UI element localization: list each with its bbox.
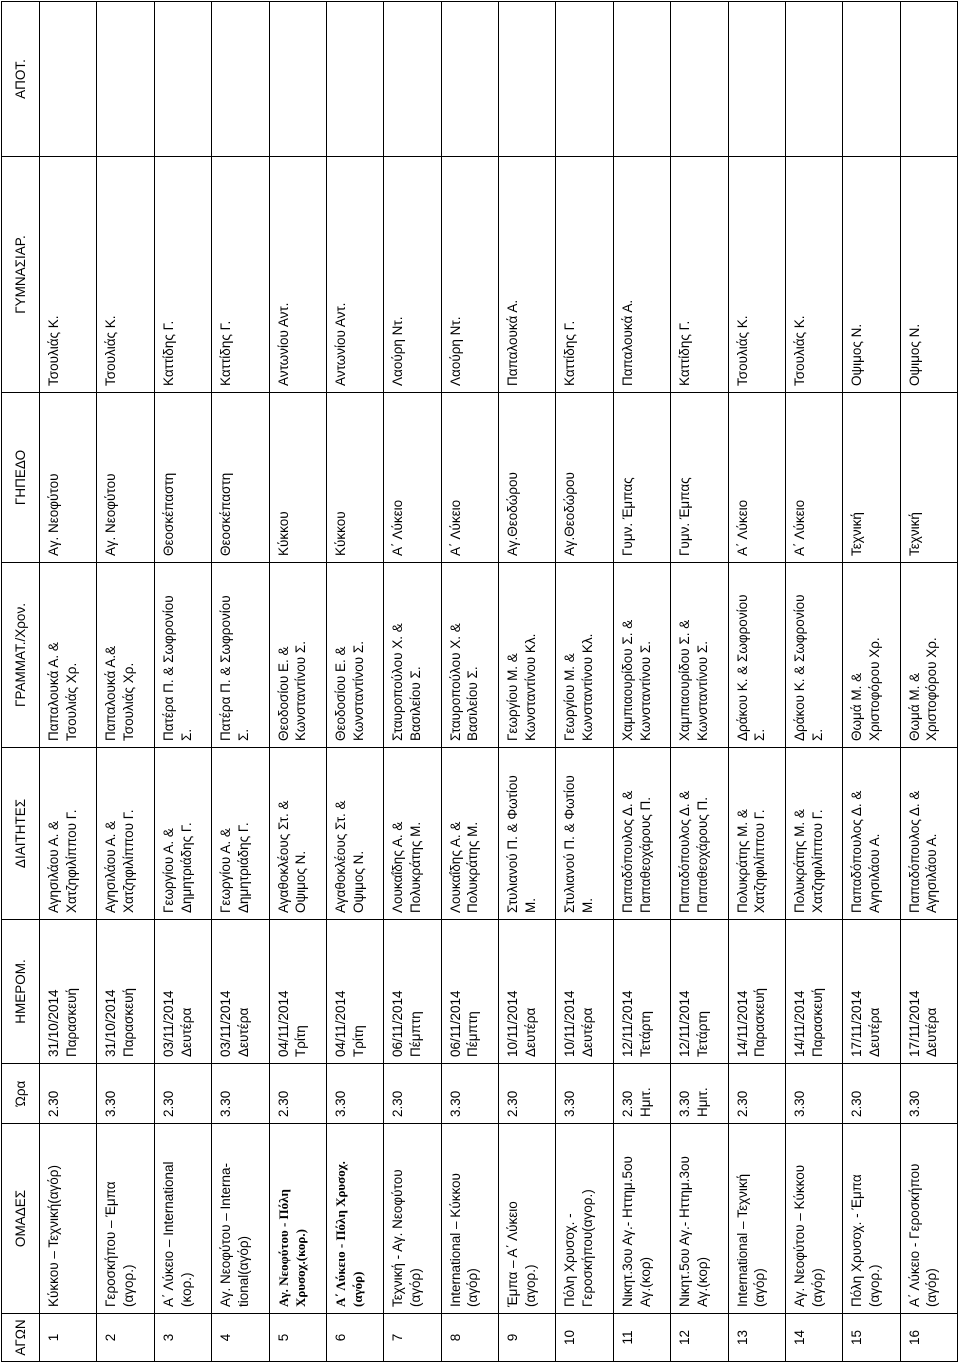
- game-number-cell: 6: [326, 1314, 383, 1362]
- time-cell: 2.30: [269, 1064, 326, 1124]
- table-row: [843, 2, 900, 1362]
- table-row: [900, 2, 957, 1362]
- date-cell: 06/11/2014 Πέμπτη: [441, 920, 498, 1064]
- result-cell: [900, 2, 957, 157]
- secretary-cell: Παπαλουκά Α. & Τσουλιάς Χρ.: [40, 563, 97, 748]
- result-cell: [843, 2, 900, 157]
- teams-cell: Κύκκου – Τεχνική(αγόρ): [40, 1124, 97, 1314]
- schedule-table: [1, 1, 958, 1362]
- venue-cell: Κύκκου: [269, 393, 326, 563]
- referees-cell: Πολυκράτης Μ. & Χατζηφιλίππου Γ.: [785, 748, 842, 920]
- game-number-cell: 5: [269, 1314, 326, 1362]
- gym-teacher-cell: Λαούρη Ντ.: [441, 157, 498, 393]
- table-row: [785, 2, 842, 1362]
- teams-cell: Γεροσκήπου – Έμπα (αγορ.): [97, 1124, 154, 1314]
- game-number-cell: 15: [843, 1314, 900, 1362]
- date-cell: 10/11/2014 Δευτέρα: [556, 920, 613, 1064]
- gym-teacher-cell: Λαούρη Ντ.: [384, 157, 441, 393]
- result-cell: [671, 2, 728, 157]
- gym-teacher-cell: Οψιμος Ν.: [843, 157, 900, 393]
- result-cell: [499, 2, 556, 157]
- secretary-cell: Πατέρα Π. & Σωφρονίου Σ.: [212, 563, 269, 748]
- teams-cell: Πόλη Χρυσοχ. - Έμπα (αγορ.): [843, 1124, 900, 1314]
- gym-teacher-cell: Οψιμος Ν.: [900, 157, 957, 393]
- secretary-cell: Χαμπιαουρίδου Σ. & Κωνσταντίνου Σ.: [613, 563, 670, 748]
- time-cell: 3.30: [97, 1064, 154, 1124]
- gym-teacher-cell: Καττίδης Γ.: [154, 157, 211, 393]
- referees-cell: Αγαθοκλέους Στ. & Οψιμος Ν.: [269, 748, 326, 920]
- secretary-cell: Θωμά Μ. & Χριστοφόρου Χρ.: [900, 563, 957, 748]
- game-number-cell: 9: [499, 1314, 556, 1362]
- game-number-cell: 11: [613, 1314, 670, 1362]
- referees-cell: Παπαδόπουλος Δ. & Αγησιλάου Α.: [843, 748, 900, 920]
- referees-cell: Γεωργίου Α. & Δημητριάδης Γ.: [154, 748, 211, 920]
- game-number-cell: 2: [97, 1314, 154, 1362]
- secretary-cell: Σταυροπούλου Χ. & Βασιλείου Σ.: [384, 563, 441, 748]
- table-row: [499, 2, 556, 1362]
- date-cell: 14/11/2014 Παρασκευή: [728, 920, 785, 1064]
- gym-teacher-cell: Τσουλιάς Κ.: [728, 157, 785, 393]
- game-number-cell: 4: [212, 1314, 269, 1362]
- time-cell: 2.30: [384, 1064, 441, 1124]
- referees-cell: Παπαδόπουλος Δ. & Αγησιλάου Α.: [900, 748, 957, 920]
- header-cell: ΑΠΟΤ.: [2, 2, 40, 157]
- gym-teacher-cell: Τσουλιάς Κ.: [785, 157, 842, 393]
- referees-cell: Αγησιλάου Α. & Χατζηφιλίππου Γ.: [97, 748, 154, 920]
- venue-cell: Θεοσκέπαστη: [212, 393, 269, 563]
- teams-cell: Α΄ Λύκειο – International (κορ.): [154, 1124, 211, 1314]
- result-cell: [785, 2, 842, 157]
- header-cell: ΗΜΕΡΟΜ.: [2, 920, 40, 1064]
- teams-cell: Πόλη Χρυσοχ. - Γεροσκήπου(αγορ.): [556, 1124, 613, 1314]
- result-cell: [441, 2, 498, 157]
- referees-cell: Παπαδόπουλος Δ. & Παπαθεοχάρους Π.: [613, 748, 670, 920]
- secretary-cell: Θεοδοσίου Ε. & Κωνσταντίνου Σ.: [269, 563, 326, 748]
- secretary-cell: Δράκου Κ. & Σωφρονίου Σ.: [785, 563, 842, 748]
- result-cell: [613, 2, 670, 157]
- venue-cell: Τεχνική: [900, 393, 957, 563]
- venue-cell: Α΄ Λύκειο: [785, 393, 842, 563]
- venue-cell: Αγ.Θεοδώρου: [499, 393, 556, 563]
- teams-cell: International – Τεχνική (αγόρ): [728, 1124, 785, 1314]
- header-cell: ΓΗΠΕΔΟ: [2, 393, 40, 563]
- result-cell: [97, 2, 154, 157]
- teams-cell: Τεχνική - Αγ. Νεοφύτου (αγόρ): [384, 1124, 441, 1314]
- gym-teacher-cell: Παπαλουκά Α.: [613, 157, 670, 393]
- date-cell: 03/11/2014 Δευτέρα: [154, 920, 211, 1064]
- header-cell: ΓΥΜΝΑΣΙΑΡ.: [2, 157, 40, 393]
- secretary-cell: Δράκου Κ. & Σωφρονίου Σ.: [728, 563, 785, 748]
- date-cell: 04/11/2014 Τρίτη: [326, 920, 383, 1064]
- gym-teacher-cell: Καττίδης Γ.: [556, 157, 613, 393]
- venue-cell: Αγ.Θεοδώρου: [556, 393, 613, 563]
- result-cell: [40, 2, 97, 157]
- venue-cell: Αγ. Νεοφύτου: [97, 393, 154, 563]
- referees-cell: Στυλιανού Π. & Φωτίου Μ.: [556, 748, 613, 920]
- referees-cell: Λουκαΐδης Α. & Πολυκράτης Μ.: [441, 748, 498, 920]
- time-cell: 2.30: [728, 1064, 785, 1124]
- header-cell: ΟΜΑΔΕΣ: [2, 1124, 40, 1314]
- table-row: [671, 2, 728, 1362]
- date-cell: 03/11/2014 Δευτέρα: [212, 920, 269, 1064]
- teams-cell: Νικητ.3ου Αγ.- Ηττημ.5ου Αγ.(κορ): [613, 1124, 670, 1314]
- table-row: [556, 2, 613, 1362]
- header-cell: ΔΙΑΙΤΗΤΕΣ: [2, 748, 40, 920]
- venue-cell: Τεχνική: [843, 393, 900, 563]
- secretary-cell: Γεωργίου Μ. & Κωνσταντίνου Κλ.: [499, 563, 556, 748]
- referees-cell: Πολυκράτης Μ. & Χατζηφιλίππου Γ.: [728, 748, 785, 920]
- header-row: [2, 2, 40, 1362]
- game-number-cell: 13: [728, 1314, 785, 1362]
- game-number-cell: 1: [40, 1314, 97, 1362]
- venue-cell: Α΄ Λύκειο: [728, 393, 785, 563]
- venue-cell: Θεοσκέπαστη: [154, 393, 211, 563]
- gym-teacher-cell: Καττίδης Γ.: [671, 157, 728, 393]
- teams-cell: International – Κύκκου (αγόρ): [441, 1124, 498, 1314]
- referees-cell: Παπαδόπουλος Δ. & Παπαθεοχάρους Π.: [671, 748, 728, 920]
- table-row: [269, 2, 326, 1362]
- table-row: [613, 2, 670, 1362]
- gym-teacher-cell: Παπαλουκά Α.: [499, 157, 556, 393]
- venue-cell: Γυμν. Έμπας: [613, 393, 670, 563]
- table-row: [154, 2, 211, 1362]
- game-number-cell: 3: [154, 1314, 211, 1362]
- secretary-cell: Θωμά Μ. & Χριστοφόρου Χρ.: [843, 563, 900, 748]
- table-row: [326, 2, 383, 1362]
- time-cell: 3.30: [556, 1064, 613, 1124]
- time-cell: 3.30: [441, 1064, 498, 1124]
- referees-cell: Αγησιλάου Α. & Χατζηφιλίππου Γ.: [40, 748, 97, 920]
- table-row: [384, 2, 441, 1362]
- secretary-cell: Θεοδοσίου Ε. & Κωνσταντίνου Σ.: [326, 563, 383, 748]
- game-number-cell: 16: [900, 1314, 957, 1362]
- teams-cell: Αγ. Νεοφύτου - Πόλη Χρυσοχ.(κορ.): [269, 1124, 326, 1314]
- gym-teacher-cell: Καττίδης Γ.: [212, 157, 269, 393]
- date-cell: 04/11/2014 Τρίτη: [269, 920, 326, 1064]
- time-cell: 2.30 Ημιτ.: [613, 1064, 670, 1124]
- teams-cell: Αγ. Νεοφύτου – Interna- tional(αγόρ): [212, 1124, 269, 1314]
- date-cell: 06/11/2014 Πέμπτη: [384, 920, 441, 1064]
- result-cell: [384, 2, 441, 157]
- date-cell: 17/11/2014 Δευτέρα: [900, 920, 957, 1064]
- teams-cell: Α΄ Λύκειο - Γεροσκήπου (αγόρ): [900, 1124, 957, 1314]
- teams-cell: Α΄ Λύκειο - Πόλη Χρυσοχ. (αγόρ): [326, 1124, 383, 1314]
- game-number-cell: 10: [556, 1314, 613, 1362]
- date-cell: 10/11/2014 Δευτέρα: [499, 920, 556, 1064]
- time-cell: 3.30: [326, 1064, 383, 1124]
- referees-cell: Λουκαΐδης Α. & Πολυκράτης Μ.: [384, 748, 441, 920]
- time-cell: 3.30: [785, 1064, 842, 1124]
- result-cell: [728, 2, 785, 157]
- referees-cell: Αγαθοκλέους Στ. & Οψιμος Ν.: [326, 748, 383, 920]
- game-number-cell: 7: [384, 1314, 441, 1362]
- table-row: [212, 2, 269, 1362]
- game-number-cell: 14: [785, 1314, 842, 1362]
- date-cell: 14/11/2014 Παρασκευή: [785, 920, 842, 1064]
- table-row: [441, 2, 498, 1362]
- teams-cell: Νικητ.5ου Αγ.- Ηττημ.3ου Αγ.(κορ): [671, 1124, 728, 1314]
- teams-cell: Έμπα – Α΄ Λύκειο (αγορ.): [499, 1124, 556, 1314]
- gym-teacher-cell: Τσουλιάς Κ.: [97, 157, 154, 393]
- venue-cell: Γυμν. Έμπας: [671, 393, 728, 563]
- time-cell: 2.30: [499, 1064, 556, 1124]
- gym-teacher-cell: Αντωνίου Αντ.: [326, 157, 383, 393]
- time-cell: 2.30: [843, 1064, 900, 1124]
- venue-cell: Α΄ Λύκειο: [384, 393, 441, 563]
- venue-cell: Αγ. Νεοφύτου: [40, 393, 97, 563]
- time-cell: 3.30: [212, 1064, 269, 1124]
- game-number-cell: 8: [441, 1314, 498, 1362]
- time-cell: 3.30 Ημιτ.: [671, 1064, 728, 1124]
- secretary-cell: Σταυροπούλου Χ. & Βασιλείου Σ.: [441, 563, 498, 748]
- table-row: [728, 2, 785, 1362]
- secretary-cell: Παπαλουκά Α.& Τσουλιάς Χρ.: [97, 563, 154, 748]
- game-number-cell: 12: [671, 1314, 728, 1362]
- secretary-cell: Πατέρα Π. & Σωφρονίου Σ.: [154, 563, 211, 748]
- venue-cell: Α΄ Λύκειο: [441, 393, 498, 563]
- header-cell: ΓΡΑΜΜΑΤ./Χρον.: [2, 563, 40, 748]
- date-cell: 31/10/2014 Παρασκευή: [97, 920, 154, 1064]
- referees-cell: Στυλιανού Π. & Φωτίου Μ.: [499, 748, 556, 920]
- table-row: [97, 2, 154, 1362]
- secretary-cell: Γεωργίου Μ. & Κωνσταντίνου Κλ.: [556, 563, 613, 748]
- time-cell: 2.30: [40, 1064, 97, 1124]
- venue-cell: Κύκκου: [326, 393, 383, 563]
- date-cell: 17/11/2014 Δευτέρα: [843, 920, 900, 1064]
- header-cell: Ώρα: [2, 1064, 40, 1124]
- date-cell: 12/11/2014 Τετάρτη: [671, 920, 728, 1064]
- time-cell: 3.30: [900, 1064, 957, 1124]
- header-cell: ΑΓΩΝ: [2, 1314, 40, 1362]
- result-cell: [269, 2, 326, 157]
- result-cell: [154, 2, 211, 157]
- date-cell: 31/10/2014 Παρασκευή: [40, 920, 97, 1064]
- gym-teacher-cell: Αντωνίου Αντ.: [269, 157, 326, 393]
- time-cell: 2.30: [154, 1064, 211, 1124]
- teams-cell: Αγ. Νεοφύτου – Κύκκου (αγόρ): [785, 1124, 842, 1314]
- date-cell: 12/11/2014 Τετάρτη: [613, 920, 670, 1064]
- table-row: [40, 2, 97, 1362]
- referees-cell: Γεωργίου Α. & Δημητριάδης Γ.: [212, 748, 269, 920]
- gym-teacher-cell: Τσουλιάς Κ.: [40, 157, 97, 393]
- result-cell: [212, 2, 269, 157]
- secretary-cell: Χαμπιαουρίδου Σ. & Κωνσταντίνου Σ.: [671, 563, 728, 748]
- result-cell: [556, 2, 613, 157]
- result-cell: [326, 2, 383, 157]
